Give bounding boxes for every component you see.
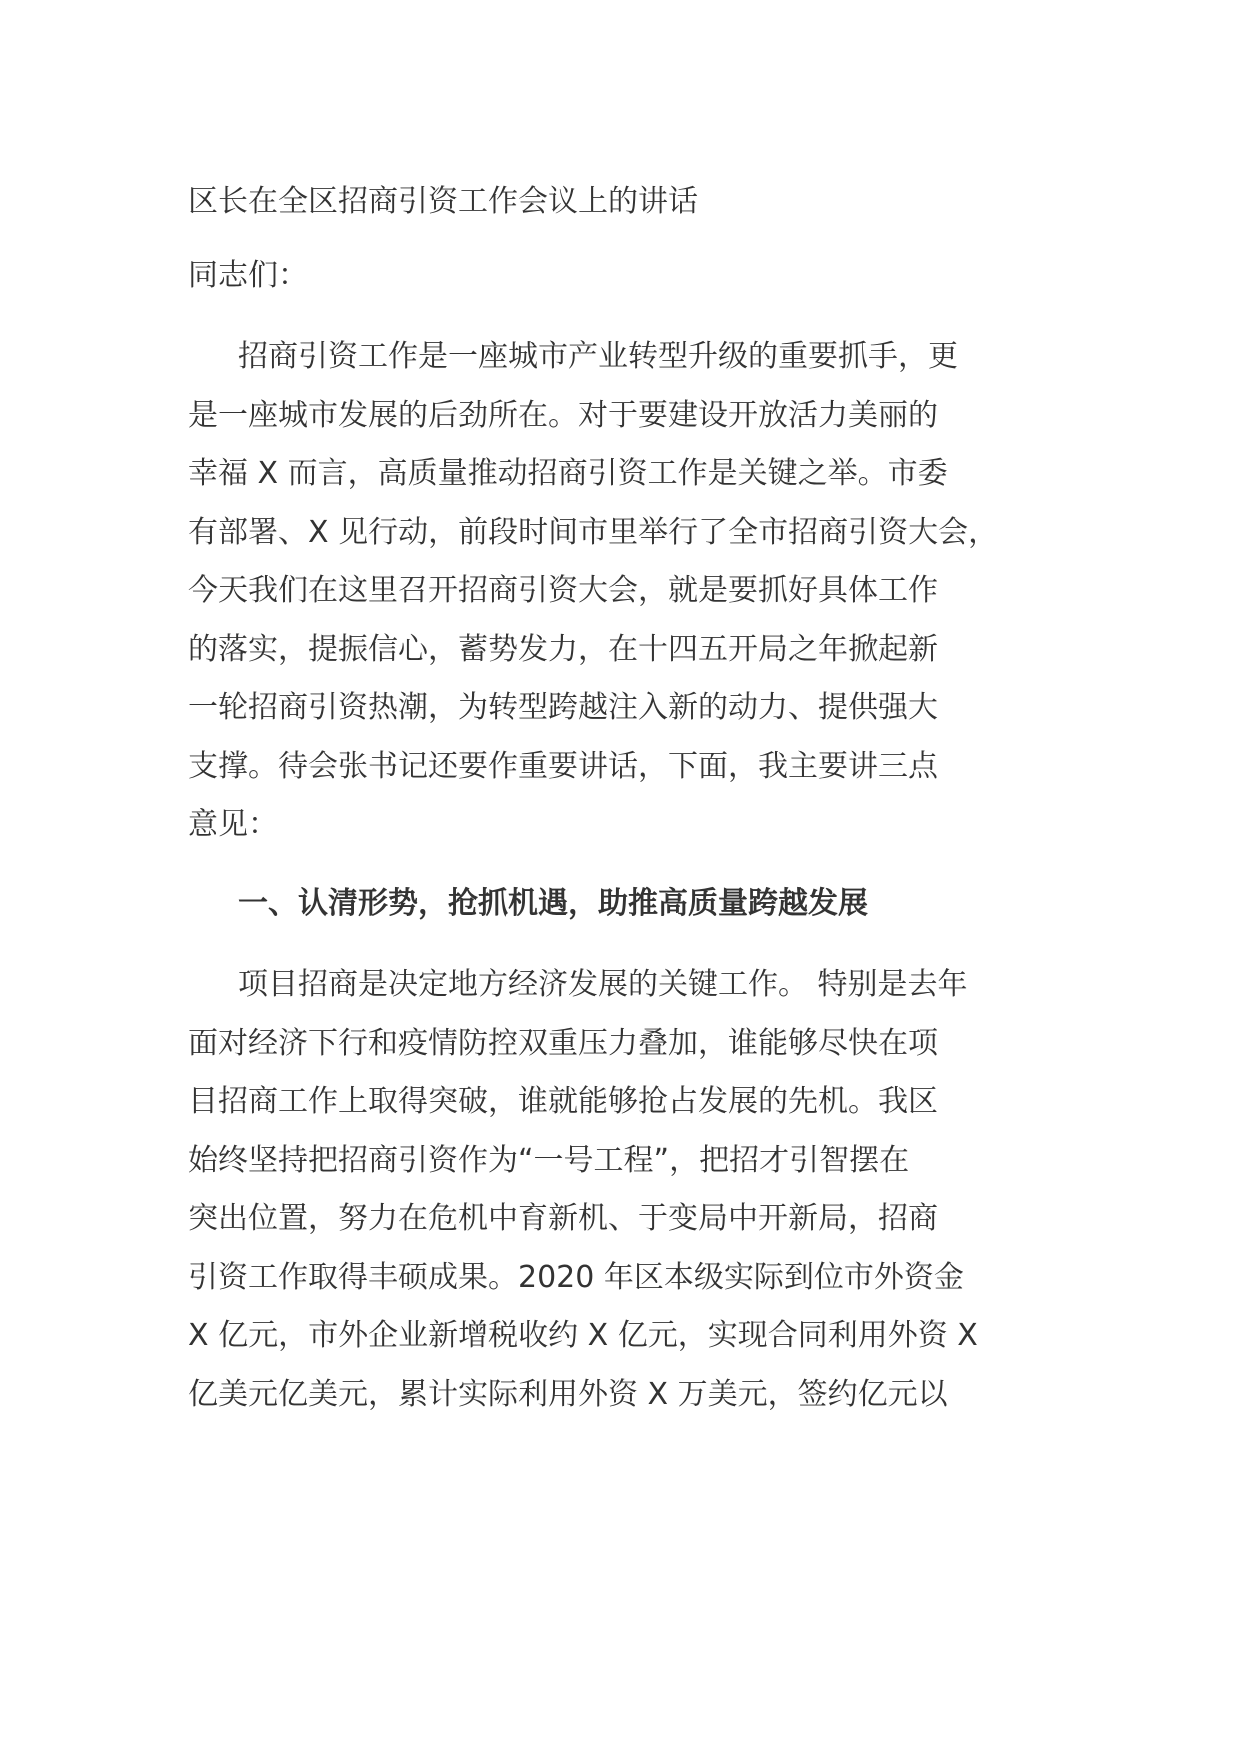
paragraph-line: X 亿元，市外企业新增税收约 X 亿元，实现合同利用外资 X (188, 1318, 978, 1353)
paragraph-line: 引资工作取得丰硕成果。2020 年区本级实际到位市外资金 (188, 1260, 964, 1295)
paragraph-line: 今天我们在这里召开招商引资大会，就是要抓好具体工作 (188, 573, 938, 608)
paragraph-line: 幸福 X 而言，高质量推动招商引资工作是关键之举。市委 (188, 456, 948, 491)
section-heading: 一、认清形势，抢抓机遇，助推高质量跨越发展 (238, 886, 868, 921)
paragraph-line: 支撑。待会张书记还要作重要讲话，下面，我主要讲三点 (188, 749, 938, 784)
salutation: 同志们： (188, 258, 308, 293)
paragraph-line: 招商引资工作是一座城市产业转型升级的重要抓手，更 (238, 339, 958, 374)
paragraph-line: 亿美元亿美元，累计实际利用外资 X 万美元，签约亿元以 (188, 1377, 948, 1412)
paragraph-line: 意见： (188, 807, 278, 842)
paragraph-line: 始终坚持把招商引资作为“一号工程”，把招才引智摆在 (188, 1143, 910, 1178)
document-title: 区长在全区招商引资工作会议上的讲话 (188, 184, 698, 219)
paragraph-line: 是一座城市发展的后劲所在。对于要建设开放活力美丽的 (188, 398, 938, 433)
paragraph-line: 有部署、X 见行动，前段时间市里举行了全市招商引资大会， (188, 515, 999, 550)
paragraph-line: 突出位置，努力在危机中育新机、于变局中开新局，招商 (188, 1201, 938, 1236)
paragraph-line: 一轮招商引资热潮，为转型跨越注入新的动力、提供强大 (188, 690, 938, 725)
paragraph-line: 面对经济下行和疫情防控双重压力叠加，谁能够尽快在项 (188, 1026, 938, 1061)
paragraph-line: 目招商工作上取得突破，谁就能够抢占发展的先机。我区 (188, 1084, 938, 1119)
paragraph-line: 项目招商是决定地方经济发展的关键工作。 特别是去年 (238, 967, 968, 1002)
paragraph-line: 的落实，提振信心，蓄势发力，在十四五开局之年掀起新 (188, 632, 938, 667)
